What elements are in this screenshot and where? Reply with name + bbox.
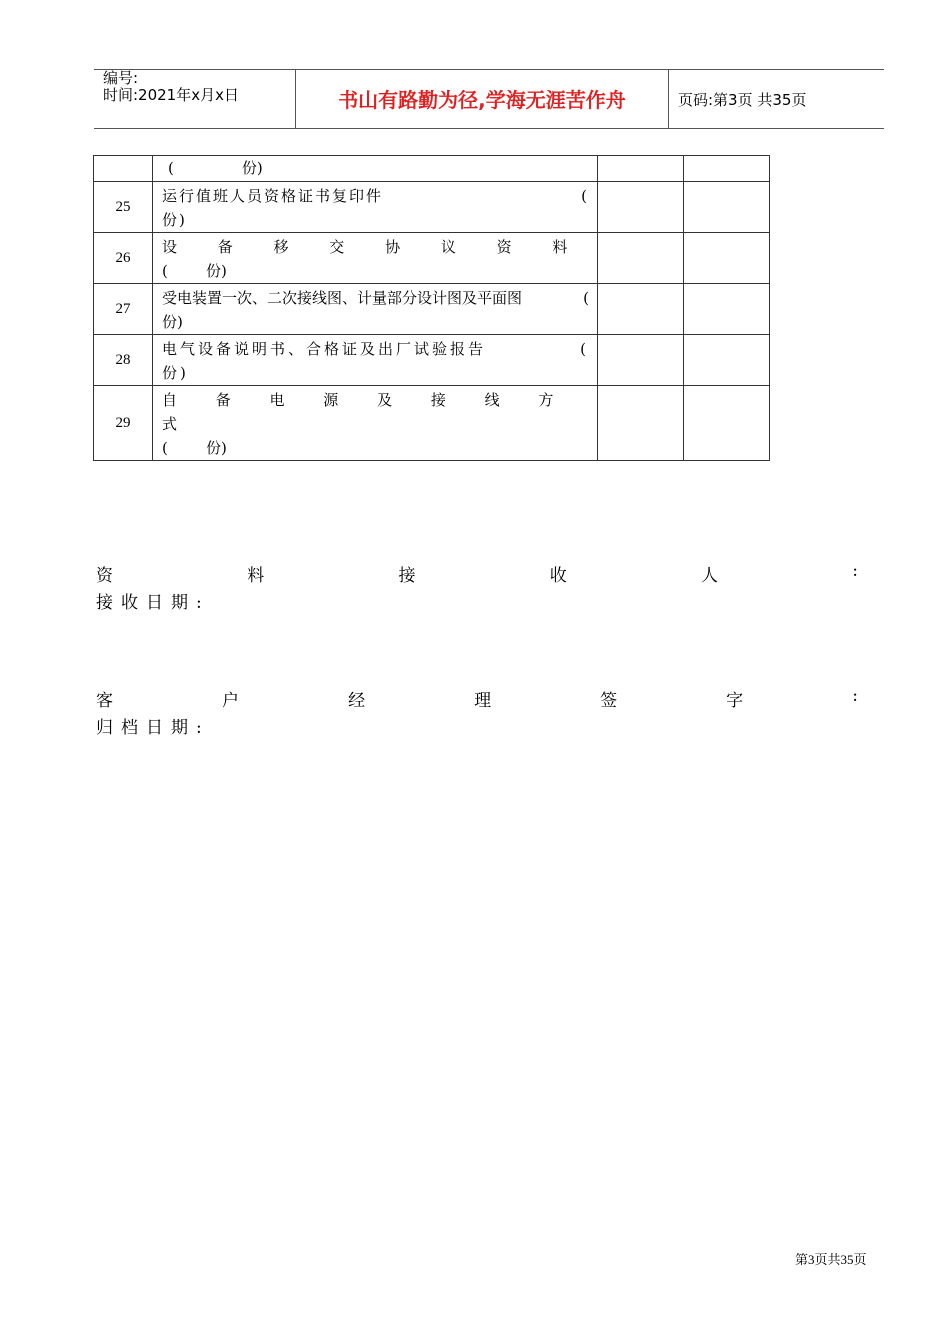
header-motto: 书山有路勤为径,学海无涯苦作舟 [338, 88, 626, 112]
check-cell[interactable] [684, 335, 770, 386]
footer-page-number: 第3页共35页 [795, 1252, 867, 1267]
archive-date-label: 归档日期: [96, 718, 210, 738]
row-number [94, 156, 153, 182]
row-item-line1: 设 备 移 交 协 议 资 料 [162, 238, 568, 256]
label-char: 收 [549, 566, 567, 586]
copies-cell[interactable] [598, 284, 684, 335]
row-item-line1: 自 备 电 源 及 接 线 方 式 [162, 391, 554, 433]
header-meta [103, 70, 239, 104]
label-char: 签 [600, 691, 618, 711]
receiver-block [96, 561, 858, 613]
copies-cell[interactable] [598, 156, 684, 182]
header-page-number: 页码:第3页 共35页 [678, 91, 807, 109]
row-item [153, 284, 598, 335]
label-char: 户 [222, 691, 240, 711]
label-char: : [852, 686, 858, 706]
label-char: 人 [701, 566, 718, 586]
row-item-line1: 电气设备说明书、合格证及出厂试验报告 [162, 340, 487, 358]
row-number: 29 [94, 386, 153, 461]
check-cell[interactable] [684, 284, 770, 335]
materials-table [93, 155, 770, 461]
row-item-line2: 份) [162, 364, 189, 382]
row-item-line1: 运行值班人员资格证书复印件 [162, 187, 384, 205]
row-item-line1-right: ( [583, 289, 589, 307]
table-row [94, 233, 770, 284]
check-cell[interactable] [684, 233, 770, 284]
table-row [94, 156, 770, 182]
copies-cell[interactable] [598, 335, 684, 386]
label-char: 资 [96, 566, 113, 586]
receive-date-label: 接收日期: [96, 593, 210, 613]
row-item [153, 156, 598, 182]
label-char: 理 [474, 691, 492, 711]
label-char: 客 [96, 691, 113, 711]
table-row [94, 335, 770, 386]
check-cell[interactable] [684, 386, 770, 461]
copies-cell[interactable] [598, 386, 684, 461]
table-row [94, 284, 770, 335]
row-number: 27 [94, 284, 153, 335]
row-item-line1-right: ( [581, 187, 589, 205]
row-item-line1: 受电装置一次、二次接线图、计量部分设计图及平面图 [162, 289, 523, 307]
row-item [153, 233, 598, 284]
receiver-label [96, 561, 858, 586]
check-cell[interactable] [684, 182, 770, 233]
time-label: 时间:2021年x月x日 [103, 86, 239, 104]
row-number: 25 [94, 182, 153, 233]
row-item-line2: ( 份) [162, 439, 227, 457]
header-bottom-rule [94, 128, 884, 129]
row-number: 26 [94, 233, 153, 284]
label-char: 经 [348, 691, 366, 711]
table-row [94, 386, 770, 461]
row-item-line2: 份) [162, 313, 183, 331]
manager-signature-label [96, 686, 858, 711]
row-item [153, 182, 598, 233]
table-row [94, 182, 770, 233]
copies-cell[interactable] [598, 233, 684, 284]
label-char: 料 [247, 566, 265, 586]
copies-cell[interactable] [598, 182, 684, 233]
row-item-line2: 份) [162, 211, 187, 229]
label-char: 字 [726, 691, 744, 711]
manager-block [96, 686, 858, 738]
serial-label: 编号: [103, 69, 139, 87]
row-item [153, 335, 598, 386]
check-cell[interactable] [684, 156, 770, 182]
label-char: 接 [398, 566, 416, 586]
header-divider [668, 69, 669, 129]
row-item-line2: ( 份) [162, 262, 227, 280]
row-item-line1-right: ( [580, 340, 589, 358]
row-item-line1: ( [168, 159, 174, 177]
row-number: 28 [94, 335, 153, 386]
row-item [153, 386, 598, 461]
row-item-line1-right: 份) [241, 159, 263, 177]
label-char: : [852, 561, 858, 581]
